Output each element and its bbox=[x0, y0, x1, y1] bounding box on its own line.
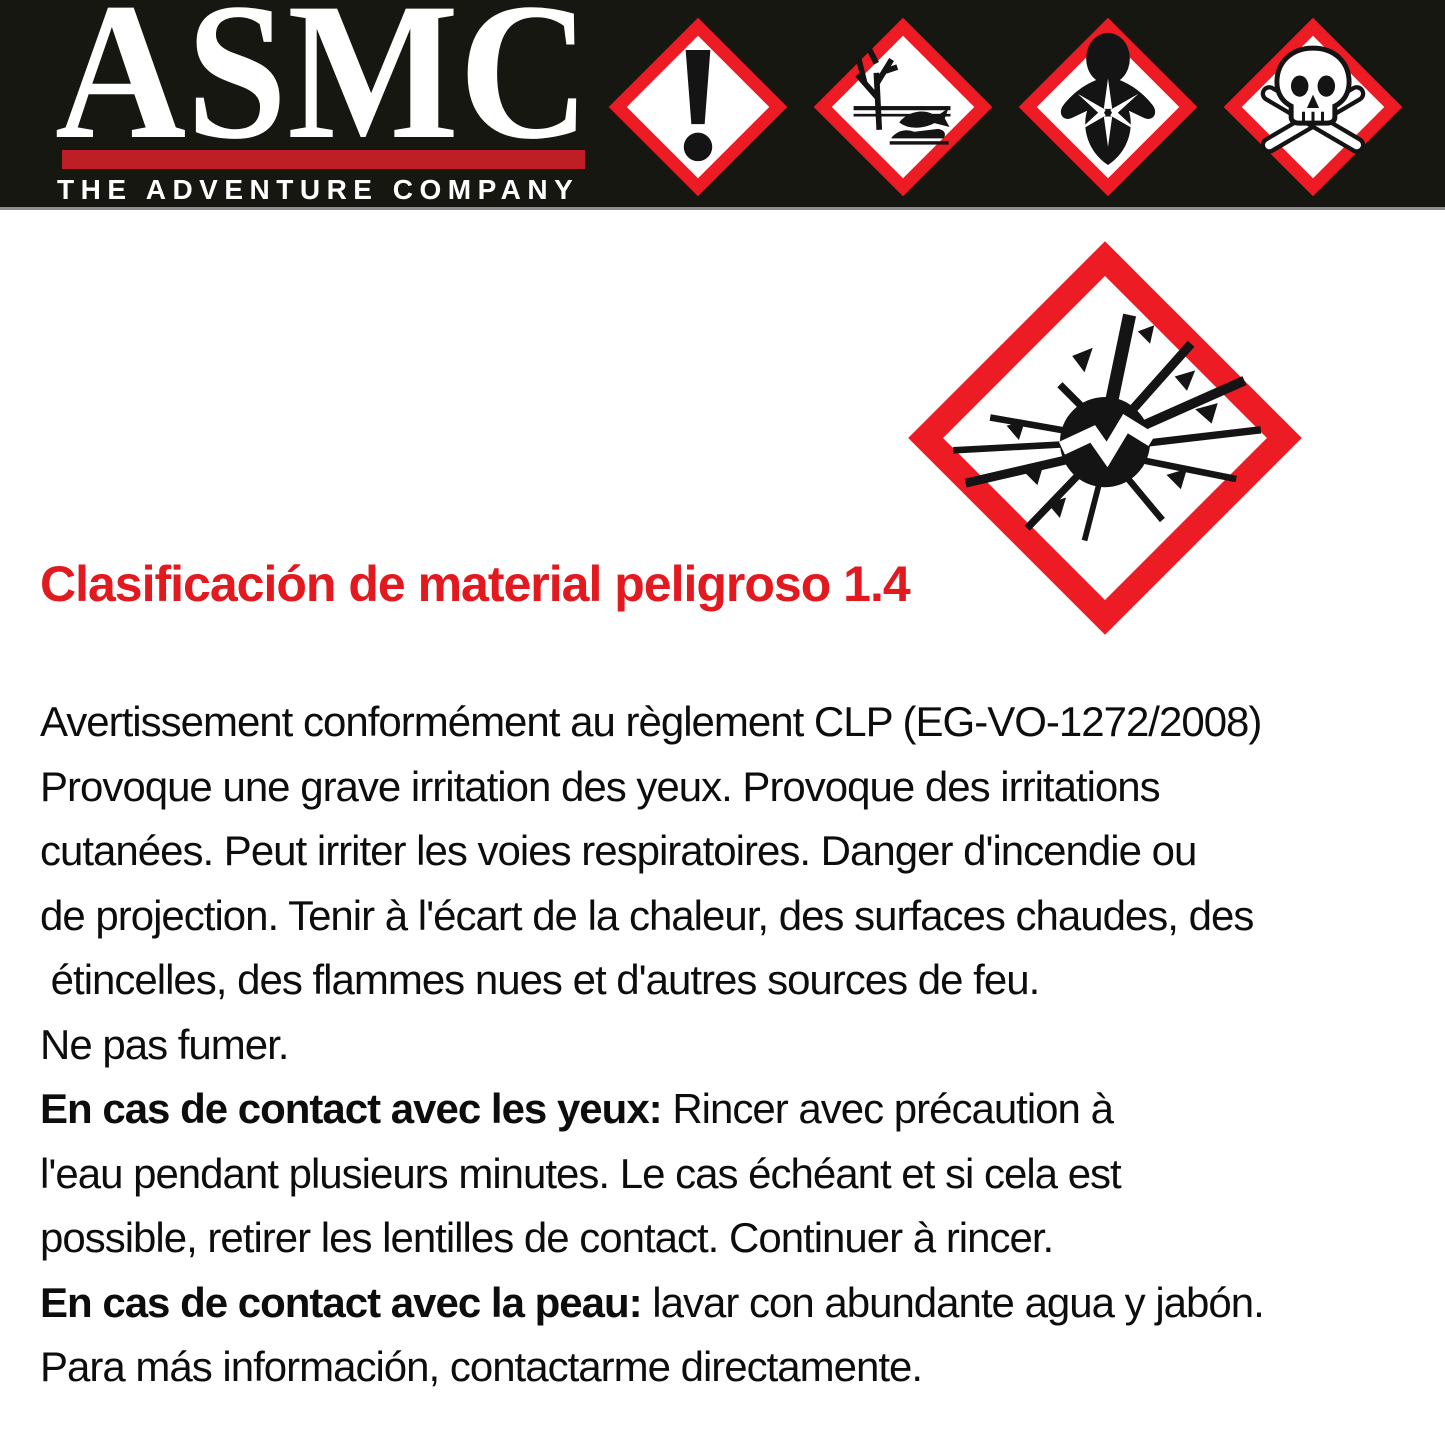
warning-text-bold-leadin: En cas de contact avec la peau: bbox=[40, 1278, 642, 1326]
warning-text-bold-leadin: En cas de contact avec les yeux: bbox=[40, 1085, 662, 1132]
hazard-classification-heading: Clasificación de material peligroso 1.4 bbox=[40, 556, 910, 612]
warning-text-line: Provoque une grave irritation des yeux. Provoque des irritations bbox=[40, 762, 1160, 810]
warning-text-line: l'eau pendant plusieurs minutes. Le cas échéant et si cela est bbox=[40, 1149, 1121, 1197]
exclamation-hazard-icon bbox=[603, 12, 793, 202]
skull-crossbones-icon bbox=[1218, 12, 1408, 202]
environment-hazard-icon bbox=[808, 12, 998, 202]
warning-text-line: En cas de contact avec la peau: lavar con abundante agua y jabón. bbox=[40, 1278, 1264, 1326]
warning-text-line: cutanées. Peut irriter les voies respiratoires. Danger d'incendie ou bbox=[40, 827, 1197, 874]
asmc-logo bbox=[55, 0, 595, 210]
brand-text: ASMC bbox=[55, 4, 590, 149]
health-hazard-icon bbox=[1013, 12, 1203, 202]
warning-text-line: étincelles, des flammes nues et d'autres sources de feu. bbox=[40, 956, 1040, 1003]
warning-text-line: de projection. Tenir à l'écart de la chaleur, des surfaces chaudes, des bbox=[40, 891, 1254, 939]
warning-text-line: Para más información, contactarme directamente. bbox=[40, 1343, 923, 1390]
warning-text-line: Avertissement conformément au règlement CLP (EG-VO-1272/2008) bbox=[40, 698, 1262, 745]
explosive-hazard-icon bbox=[900, 233, 1310, 643]
warning-text bbox=[40, 690, 1440, 1400]
asmc-brand-logo bbox=[55, 4, 595, 149]
warning-text-line: En cas de contact avec les yeux: Rincer avec précaution à bbox=[40, 1085, 1113, 1132]
warning-text-line: possible, retirer les lentilles de contact. Continuer à rincer. bbox=[40, 1214, 1054, 1261]
header-banner bbox=[0, 0, 1445, 210]
logo-tagline: THE ADVENTURE COMPANY bbox=[57, 174, 580, 205]
warning-text-line: Ne pas fumer. bbox=[40, 1020, 289, 1068]
logo-red-bar bbox=[62, 150, 585, 169]
